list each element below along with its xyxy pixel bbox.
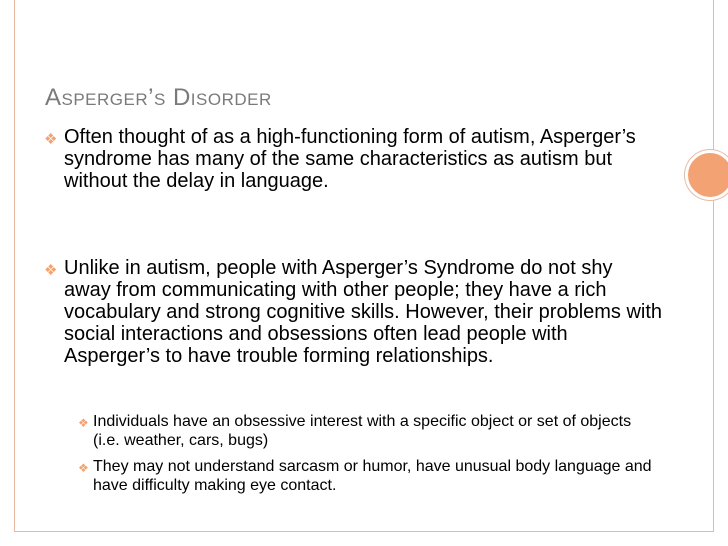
subbullet-2: They may not understand sarcasm or humor, have unusual body language and have difficulty making eye contact. bbox=[93, 458, 652, 494]
subbullet-marker-1: ❖ bbox=[78, 416, 89, 430]
bullet-marker-2: ❖ bbox=[44, 262, 58, 279]
bullet-marker-1: ❖ bbox=[44, 131, 58, 148]
bullet-2: Unlike in autism, people with Asperger’s Syndrome do not shy away from communicating with other people; they have a rich vocabulary and strong cognitive skills. However, their problems with social interactions and obsessions often lead people with Asperger’s to have trouble forming relationships. bbox=[64, 257, 663, 367]
bullet-1: Often thought of as a high-functioning form of autism, Asperger’s syndrome has many of the same characteristics as autism but without the delay in language. bbox=[64, 126, 636, 192]
subbullet-1: Individuals have an obsessive interest with a specific object or set of objects (i.e. weather, cars, bugs) bbox=[93, 413, 632, 449]
slide-title: Asperger’s Disorder bbox=[45, 84, 272, 111]
subbullet-marker-2: ❖ bbox=[78, 461, 89, 475]
